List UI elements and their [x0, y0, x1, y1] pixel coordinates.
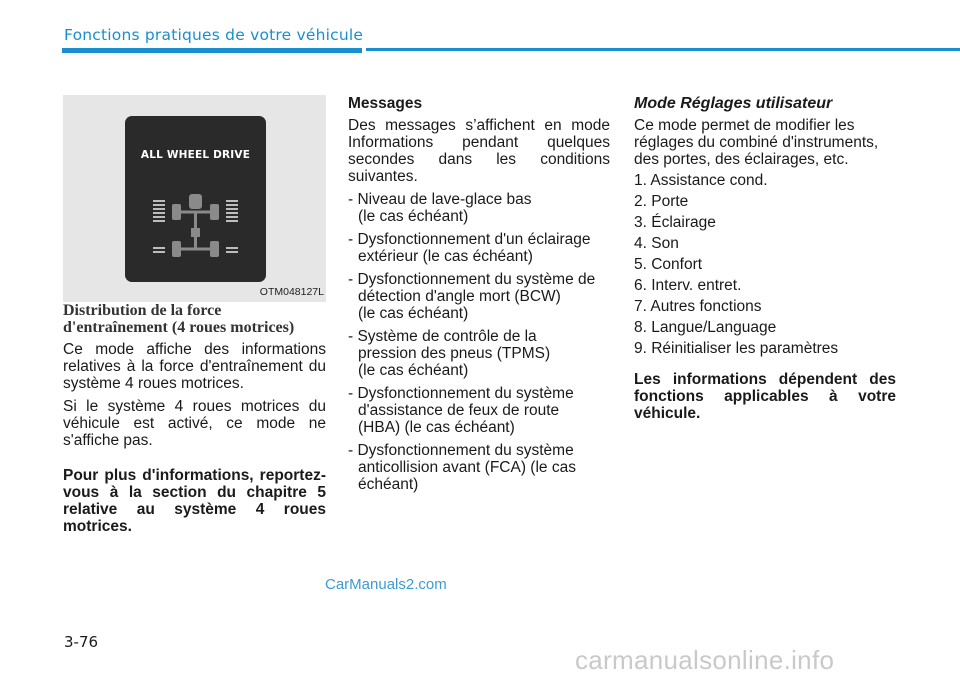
awd-para1: Ce mode affiche des informations relatives à la force d'entraînement du système 4 roues motrices.: [63, 341, 326, 392]
messages-item-line: (HBA) (le cas échéant): [358, 419, 515, 436]
column-awd: [63, 95, 326, 535]
messages-item-line: extérieur (le cas échéant): [358, 248, 533, 265]
list-item: 1. Assistance cond.: [634, 172, 768, 189]
messages-item-line: pression des pneus (TPMS): [358, 345, 551, 362]
messages-item-line: - Dysfonctionnement d'un éclairage: [348, 231, 591, 248]
awd-torque-distribution-icon: [125, 116, 266, 282]
footer-watermark: carmanualsonline.info: [575, 645, 835, 675]
list-item: 3. Éclairage: [634, 214, 716, 231]
awd-para2: Si le système 4 roues motrices du véhicule est activé, ce mode ne s'affiche pas.: [63, 398, 326, 449]
messages-item-line: (le cas échéant): [358, 208, 469, 225]
awd-heading-line2: d'entraînement (4 roues motrices): [63, 319, 295, 336]
list-item: 7. Autres fonctions: [634, 298, 762, 315]
figure-code: OTM048127L: [259, 286, 324, 298]
user-settings-note: Les informations dépendent des fonctions applicables à votre véhicule.: [634, 371, 896, 422]
messages-item: [348, 191, 610, 225]
column-messages: [348, 95, 610, 493]
list-item: 8. Langue/Language: [634, 319, 777, 336]
list-item: 5. Confort: [634, 256, 703, 273]
awd-display-screen: [125, 116, 266, 282]
messages-item-line: - Niveau de lave-glace bas: [348, 191, 532, 208]
messages-heading: Messages: [348, 95, 423, 112]
column-user-settings: [634, 95, 896, 422]
user-settings-heading: Mode Réglages utilisateur: [634, 95, 833, 112]
awd-figure: [63, 95, 326, 302]
page-header-title: Fonctions pratiques de votre véhicule: [64, 26, 364, 44]
list-item: 6. Interv. entret.: [634, 277, 742, 294]
messages-item-line: - Dysfonctionnement du système: [348, 385, 574, 402]
list-item: 4. Son: [634, 235, 679, 252]
list-item: 2. Porte: [634, 193, 689, 210]
messages-item-line: - Dysfonctionnement du système: [348, 442, 574, 459]
messages-item: [348, 385, 610, 436]
messages-item-line: - Système de contrôle de la: [348, 328, 537, 345]
header-rule-thick: [62, 48, 362, 53]
messages-item: [348, 271, 610, 322]
awd-heading-line1: Distribution de la force: [63, 302, 222, 319]
awd-note: Pour plus d'informations, reportez-vous à la section du chapitre 5 relative au système 4 roues motrices.: [63, 467, 326, 535]
messages-item-line: (le cas échéant): [358, 305, 469, 322]
messages-item: [348, 231, 610, 265]
messages-item-line: anticollision avant (FCA) (le cas: [358, 459, 576, 476]
user-settings-list: [634, 172, 896, 357]
header-rule-thin: [366, 48, 960, 51]
messages-item-line: - Dysfonctionnement du système de: [348, 271, 596, 288]
messages-item-line: échéant): [358, 476, 419, 493]
list-item: 9. Réinitialiser les paramètres: [634, 340, 839, 357]
page-number: 3-76: [64, 633, 99, 651]
messages-intro: Des messages s’affichent en mode Informations pendant quelques secondes dans les conditions suivantes.: [348, 117, 610, 185]
awd-heading: [63, 302, 326, 336]
messages-item: [348, 442, 610, 493]
user-settings-intro: Ce mode permet de modifier les réglages du combiné d'instruments, des portes, des éclairages, etc.: [634, 117, 879, 168]
messages-item-line: détection d'angle mort (BCW): [358, 288, 561, 305]
messages-item-line: d'assistance de feux de route: [358, 402, 560, 419]
watermark-link[interactable]: CarManuals2.com: [325, 576, 447, 593]
messages-item: [348, 328, 610, 379]
awd-screen-title: ALL WHEEL DRIVE: [140, 149, 251, 161]
messages-item-line: (le cas échéant): [358, 362, 469, 379]
